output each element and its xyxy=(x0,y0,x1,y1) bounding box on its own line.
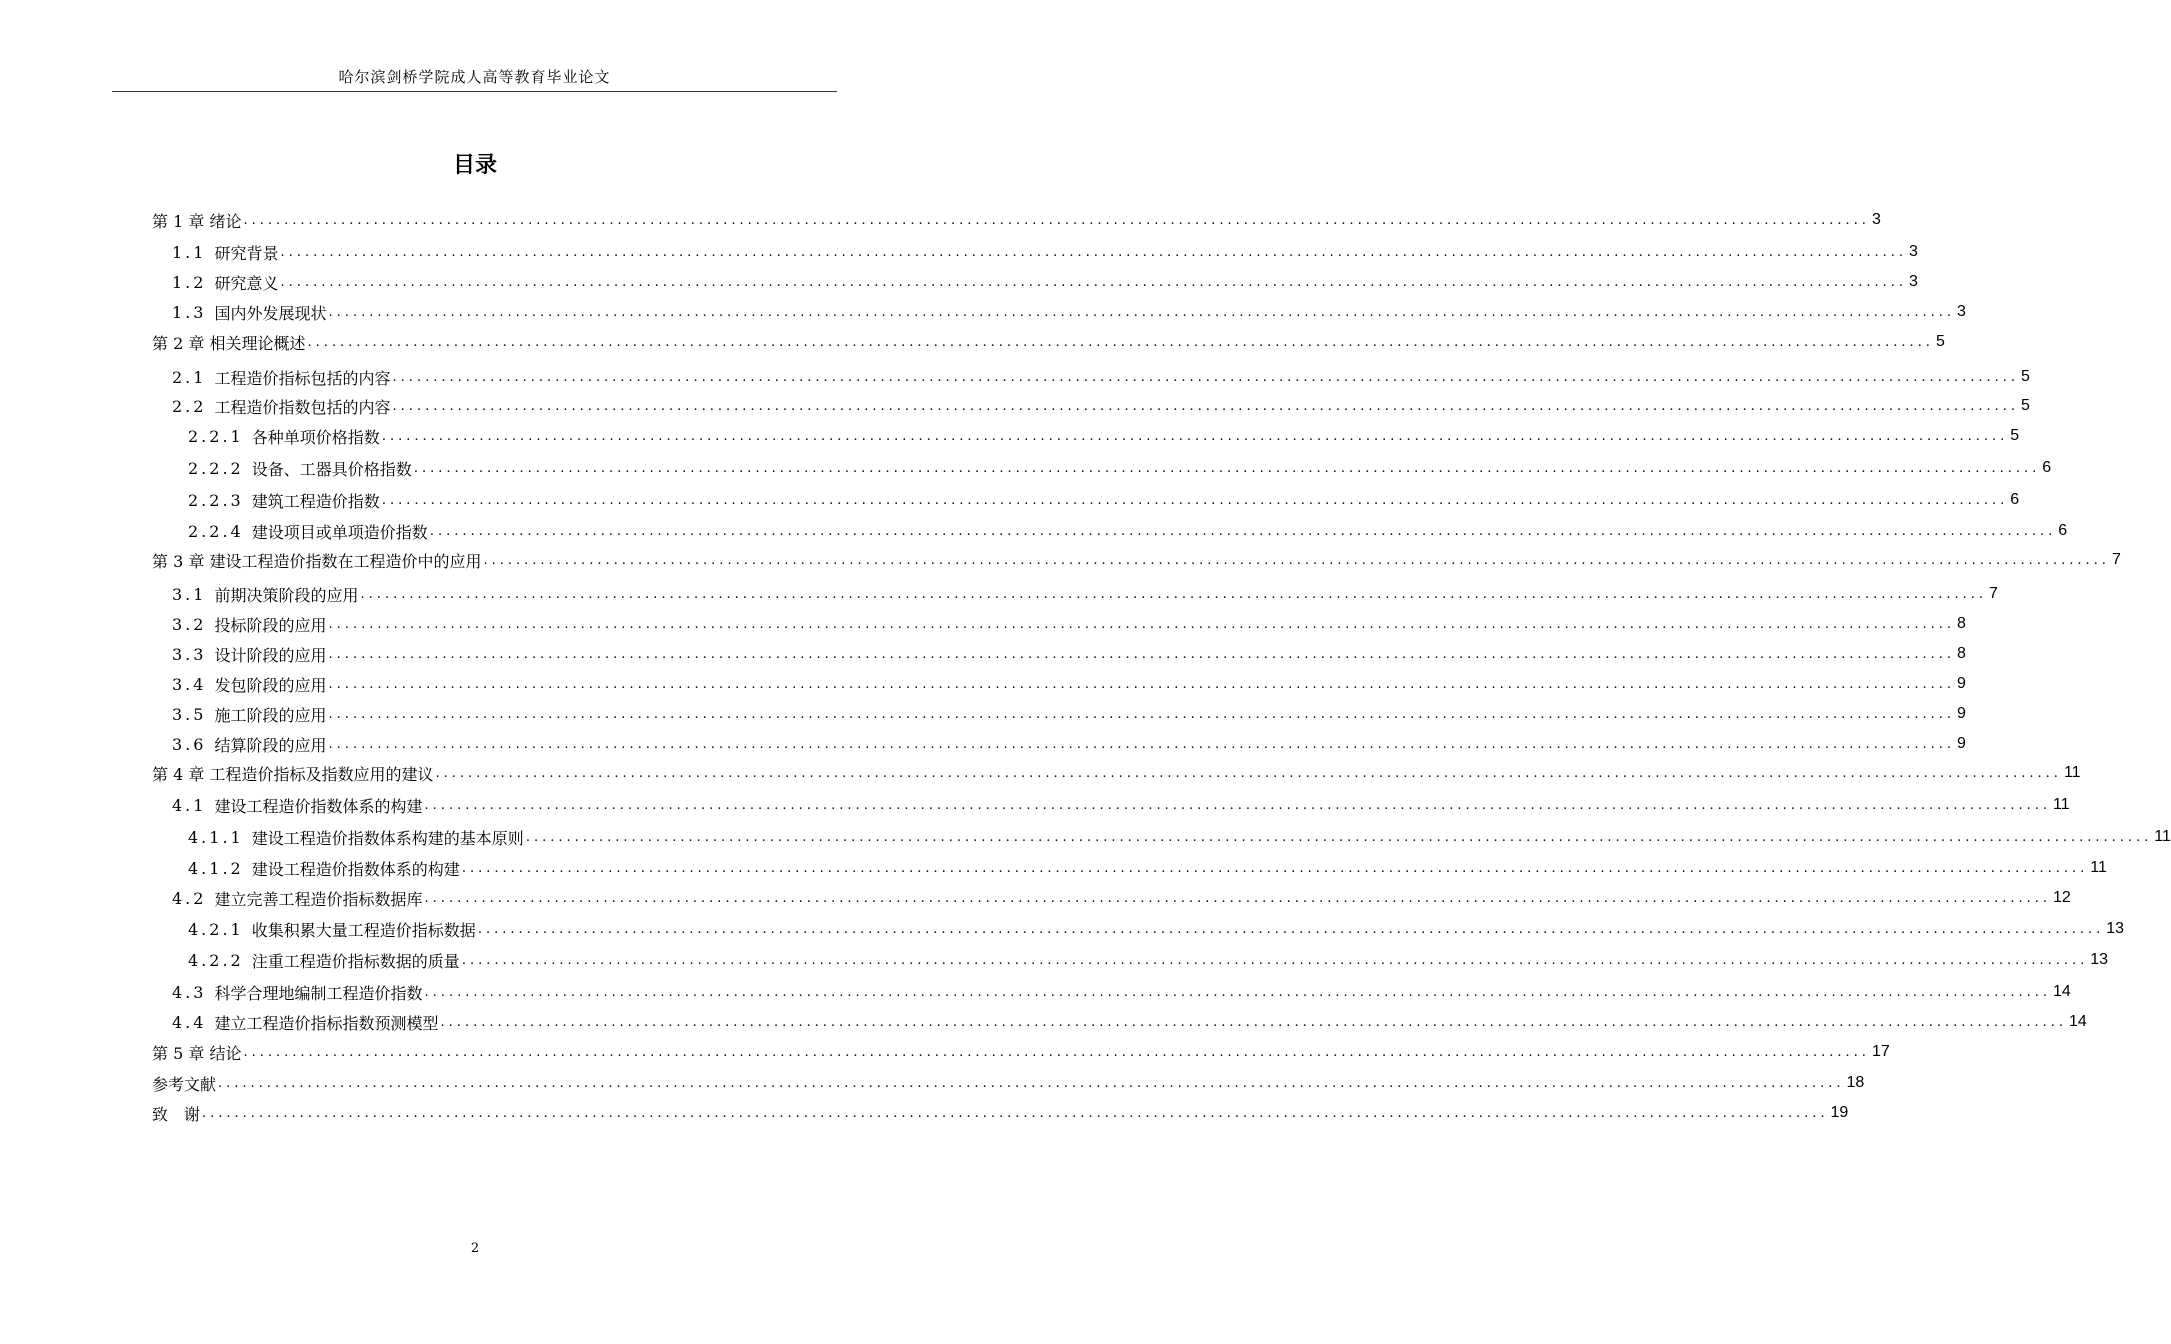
toc-dot-leader: ........................................................................................................................................................................................................ xyxy=(202,1105,1829,1121)
toc-entry-label: 相关理论概述 xyxy=(209,333,306,353)
toc-entry-number: 3.5 xyxy=(172,704,215,724)
toc-entry-number: 2.2.1 xyxy=(188,426,252,446)
toc-dot-leader: ........................................................................................................................................................................................................ xyxy=(429,523,2057,539)
page-header: 哈尔滨剑桥学院成人高等教育毕业论文 xyxy=(338,68,611,86)
toc-entry-page: 9 xyxy=(1957,675,1966,692)
toc-entry-number: 3.2 xyxy=(172,614,215,634)
header-divider xyxy=(112,91,837,92)
toc-entry-page: 18 xyxy=(1846,1074,1865,1091)
toc-entry-page: 6 xyxy=(2010,491,2020,508)
toc-entry-page: 6 xyxy=(2042,459,2052,476)
toc-entry-label: 研究意义 xyxy=(214,273,279,293)
toc-entry-number: 4.1.1 xyxy=(188,827,252,847)
toc-entry-label: 结论 xyxy=(209,1043,242,1063)
toc-entry[interactable] xyxy=(152,391,2030,421)
toc-entry-number: 4.2 xyxy=(172,888,215,908)
toc-entry[interactable] xyxy=(152,267,1918,297)
toc-dot-leader: ........................................................................................................................................................................................................ xyxy=(440,1014,2068,1030)
toc-entry-number: 3.4 xyxy=(172,674,215,694)
toc-entry-number: 2.2.3 xyxy=(188,490,252,510)
toc-entry-page: 5 xyxy=(2021,368,2030,385)
toc-entry-number: 2.2.2 xyxy=(188,458,252,478)
toc-entry-number: 2.1 xyxy=(172,367,215,387)
toc-entry-label: 参考文献 xyxy=(152,1074,217,1094)
toc-entry-page: 19 xyxy=(1830,1104,1849,1121)
toc-dot-leader: ........................................................................................................................................................................................................ xyxy=(328,616,1956,632)
toc-entry-label: 建设工程造价指数体系的构建 xyxy=(251,859,460,879)
toc-entry[interactable] xyxy=(152,1037,1890,1067)
toc-dot-leader: ........................................................................................................................................................................................................ xyxy=(328,676,1956,692)
toc-entry[interactable] xyxy=(152,669,1966,699)
toc-dot-leader: ........................................................................................................................................................................................................ xyxy=(424,984,2052,1000)
toc-dot-leader: ........................................................................................................................................................................................................ xyxy=(392,369,2020,385)
toc-entry-label: 建设工程造价指数体系的构建 xyxy=(214,796,423,816)
page-number: 2 xyxy=(470,1241,480,1256)
toc-entry[interactable] xyxy=(152,545,2121,575)
toc-entry[interactable] xyxy=(152,853,2107,883)
toc-dot-leader: ........................................................................................................................................................................................................ xyxy=(461,952,2089,968)
toc-dot-leader: ........................................................................................................................................................................................................ xyxy=(360,586,1988,602)
toc-entry[interactable] xyxy=(152,237,1918,267)
toc-entry-number: 第 4 章 xyxy=(152,764,210,784)
toc-entry-page: 5 xyxy=(2010,427,2020,444)
toc-entry-number: 1.3 xyxy=(172,302,215,322)
toc-entry-number: 1.2 xyxy=(172,272,215,292)
toc-dot-leader: ........................................................................................................................................................................................................ xyxy=(461,860,2089,876)
toc-entry-number: 3.6 xyxy=(172,734,215,754)
toc-entry-page: 3 xyxy=(1871,211,1881,228)
toc-entry-label: 设备、工器具价格指数 xyxy=(251,459,412,479)
toc-entry[interactable] xyxy=(152,883,2071,913)
toc-entry[interactable] xyxy=(152,362,2030,392)
toc-entry-label: 建筑工程造价指数 xyxy=(251,491,380,511)
toc-entry-label: 前期决策阶段的应用 xyxy=(214,585,359,605)
toc-entry-page: 12 xyxy=(2053,889,2071,906)
toc-entry[interactable] xyxy=(152,609,1966,639)
toc-entry-page: 3 xyxy=(1957,303,1966,320)
toc-entry-label: 绪论 xyxy=(209,211,242,231)
toc-entry-label: 研究背景 xyxy=(214,243,279,263)
toc-entry[interactable] xyxy=(152,699,1966,729)
toc-entry-page: 11 xyxy=(2063,764,2081,781)
toc-dot-leader: ........................................................................................................................................................................................................ xyxy=(328,646,1956,662)
toc-dot-leader: ........................................................................................................................................................................................................ xyxy=(483,552,2110,568)
toc-dot-leader: ........................................................................................................................................................................................................ xyxy=(381,492,2009,508)
toc-entry-page: 9 xyxy=(1957,735,1966,752)
toc-entry[interactable] xyxy=(152,485,2020,515)
toc-entry-number: 第 3 章 xyxy=(152,551,210,571)
toc-entry-label: 国内外发展现状 xyxy=(214,303,327,323)
toc-dot-leader: ........................................................................................................................................................................................................ xyxy=(280,274,1908,290)
toc-entry-number: 第 2 章 xyxy=(152,333,210,353)
toc-entry[interactable] xyxy=(152,205,1881,235)
toc-entry-label: 发包阶段的应用 xyxy=(214,675,327,695)
toc-entry-page: 14 xyxy=(2053,983,2071,1000)
toc-entry-label: 致 谢 xyxy=(152,1104,201,1124)
toc-entry-number: 4.2.2 xyxy=(188,950,252,970)
toc-entry[interactable] xyxy=(152,790,2070,820)
toc-dot-leader: ........................................................................................................................................................................................................ xyxy=(328,736,1956,752)
toc-dot-leader: ........................................................................................................................................................................................................ xyxy=(243,1044,1870,1060)
toc-entry[interactable] xyxy=(152,327,1945,357)
toc-entry[interactable] xyxy=(152,822,2171,852)
toc-entry[interactable] xyxy=(152,1007,2087,1037)
toc-entry-label: 建立工程造价指标指数预测模型 xyxy=(214,1013,439,1033)
toc-entry[interactable] xyxy=(152,758,2081,788)
toc-entry[interactable] xyxy=(152,729,1966,759)
toc-entry-page: 17 xyxy=(1871,1043,1890,1060)
toc-entry-number: 3.1 xyxy=(172,584,215,604)
toc-entry-page: 13 xyxy=(2106,920,2125,937)
toc-dot-leader: ........................................................................................................................................................................................................ xyxy=(381,428,2009,444)
toc-dot-leader: ........................................................................................................................................................................................................ xyxy=(413,460,2041,476)
toc-entry[interactable] xyxy=(152,453,2052,483)
toc-entry-label: 建立完善工程造价指标数据库 xyxy=(214,889,423,909)
toc-dot-leader: ........................................................................................................................................................................................................ xyxy=(525,829,2153,845)
toc-entry-page: 11 xyxy=(2090,859,2107,876)
toc-entry-page: 11 xyxy=(2154,828,2171,845)
toc-entry-number: 4.1.2 xyxy=(188,858,252,878)
toc-entry-number: 4.4 xyxy=(172,1012,215,1032)
toc-entry-label: 设计阶段的应用 xyxy=(214,645,327,665)
toc-entry-label: 工程造价指数包括的内容 xyxy=(214,397,391,417)
toc-entry[interactable] xyxy=(152,297,1966,327)
toc-entry-label: 建设项目或单项造价指数 xyxy=(251,522,428,542)
toc-entry-label: 建设工程造价指数体系构建的基本原则 xyxy=(251,828,524,848)
toc-dot-leader: ........................................................................................................................................................................................................ xyxy=(424,797,2052,813)
toc-dot-leader: ........................................................................................................................................................................................................ xyxy=(477,921,2105,937)
toc-entry-label: 注重工程造价指标数据的质量 xyxy=(251,951,460,971)
toc-entry-number: 4.3 xyxy=(172,982,215,1002)
toc-entry-label: 施工阶段的应用 xyxy=(214,705,327,725)
toc-dot-leader: ........................................................................................................................................................................................................ xyxy=(218,1075,1845,1091)
toc-entry-page: 3 xyxy=(1909,273,1918,290)
toc-title: 目录 xyxy=(452,153,497,178)
toc-entry-page: 13 xyxy=(2090,951,2109,968)
toc-entry[interactable] xyxy=(152,914,2125,944)
toc-dot-leader: ........................................................................................................................................................................................................ xyxy=(243,212,1870,228)
toc-entry-page: 5 xyxy=(1935,333,1945,350)
toc-dot-leader: ........................................................................................................................................................................................................ xyxy=(280,244,1908,260)
toc-entry-number: 第 5 章 xyxy=(152,1043,210,1063)
toc-dot-leader: ........................................................................................................................................................................................................ xyxy=(435,765,2062,781)
toc-entry[interactable] xyxy=(152,977,2071,1007)
toc-entry[interactable] xyxy=(152,516,2068,546)
toc-entry-page: 8 xyxy=(1957,645,1966,662)
toc-entry-number: 第 1 章 xyxy=(152,211,210,231)
toc-entry-number: 1.1 xyxy=(172,242,215,262)
toc-entry-label: 各种单项价格指数 xyxy=(251,427,380,447)
toc-entry-page: 9 xyxy=(1957,705,1966,722)
toc-entry-page: 11 xyxy=(2053,796,2070,813)
toc-entry[interactable] xyxy=(152,1098,1849,1128)
toc-entry-page: 5 xyxy=(2021,397,2030,414)
toc-dot-leader: ........................................................................................................................................................................................................ xyxy=(328,706,1956,722)
toc-dot-leader: ........................................................................................................................................................................................................ xyxy=(392,398,2020,414)
toc-entry-label: 结算阶段的应用 xyxy=(214,735,327,755)
toc-entry-label: 投标阶段的应用 xyxy=(214,615,327,635)
toc-entry[interactable] xyxy=(152,421,2020,451)
toc-entry-page: 14 xyxy=(2069,1013,2087,1030)
toc-entry-number: 4.1 xyxy=(172,795,215,815)
toc-entry[interactable] xyxy=(152,579,1998,609)
toc-dot-leader: ........................................................................................................................................................................................................ xyxy=(424,890,2052,906)
toc-entry-label: 工程造价指标包括的内容 xyxy=(214,368,391,388)
toc-entry-number: 4.2.1 xyxy=(188,919,252,939)
toc-entry-label: 建设工程造价指数在工程造价中的应用 xyxy=(209,551,482,571)
toc-entry-page: 7 xyxy=(1989,585,1998,602)
toc-entry[interactable] xyxy=(152,945,2109,975)
toc-entry-page: 6 xyxy=(2058,522,2068,539)
toc-entry-page: 3 xyxy=(1909,243,1918,260)
toc-entry-label: 科学合理地编制工程造价指数 xyxy=(214,983,423,1003)
toc-entry-label: 收集积累大量工程造价指标数据 xyxy=(251,920,476,940)
toc-entry-number: 2.2.4 xyxy=(188,521,252,541)
toc-entry-number: 3.3 xyxy=(172,644,215,664)
toc-entry-page: 7 xyxy=(2111,551,2121,568)
toc-entry[interactable] xyxy=(152,639,1966,669)
toc-entry-page: 8 xyxy=(1957,615,1966,632)
toc-entry[interactable] xyxy=(152,1068,1865,1098)
toc-entry-number: 2.2 xyxy=(172,396,215,416)
toc-dot-leader: ........................................................................................................................................................................................................ xyxy=(328,304,1956,320)
toc-dot-leader: ........................................................................................................................................................................................................ xyxy=(307,334,1934,350)
toc-entry-label: 工程造价指标及指数应用的建议 xyxy=(209,764,434,784)
